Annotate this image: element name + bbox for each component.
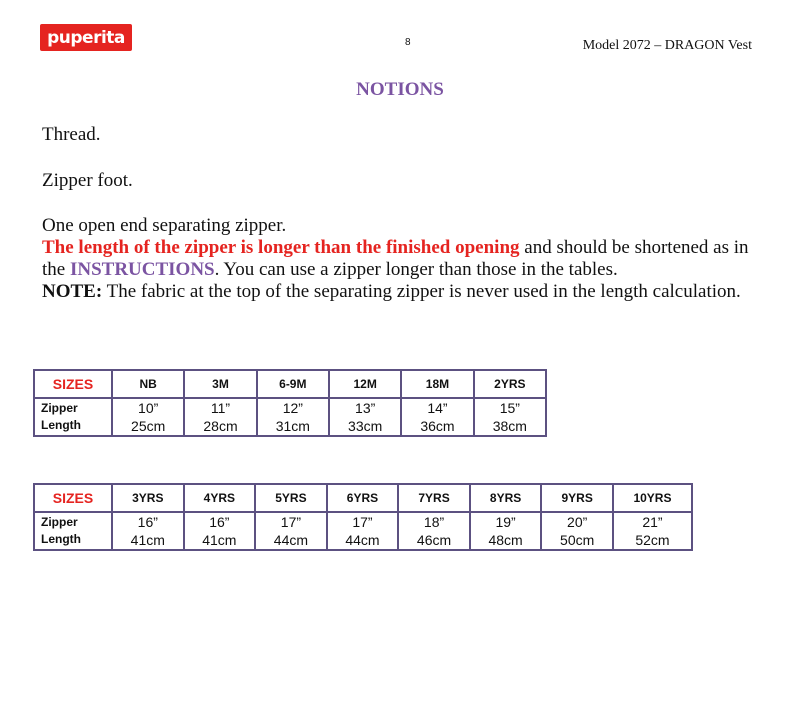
instructions-reference: INSTRUCTIONS — [69, 259, 215, 280]
length-cell: 17” 44cm — [327, 512, 399, 550]
size-cell: 6YRS — [327, 484, 399, 512]
note-label: NOTE: — [42, 281, 103, 302]
size-cell: 7YRS — [398, 484, 470, 512]
sizes-label: SIZES — [34, 370, 112, 398]
size-cell: 18M — [401, 370, 473, 398]
model-title: Model 2072 – DRAGON Vest — [582, 38, 752, 53]
zipper-length-warning: The length of the zipper is longer than the finished opening — [42, 237, 520, 258]
zipper-shorten-text: and should be shortened as in the — [42, 237, 749, 280]
size-cell: 5YRS — [255, 484, 327, 512]
length-cell: 16” 41cm — [184, 512, 256, 550]
brand-logo — [40, 24, 132, 51]
table-row — [34, 398, 546, 436]
length-cell: 14” 36cm — [401, 398, 473, 436]
length-cell: 15” 38cm — [474, 398, 546, 436]
length-cell: 12” 31cm — [257, 398, 329, 436]
zipper-length-label: Zipper Length — [34, 398, 112, 436]
zipper-intro: One open end separating zipper. — [42, 215, 287, 236]
notion-thread: Thread. — [42, 124, 101, 145]
size-cell: 3YRS — [112, 484, 184, 512]
size-cell: 2YRS — [474, 370, 546, 398]
length-cell: 21” 52cm — [613, 512, 692, 550]
sizes-label: SIZES — [34, 484, 112, 512]
length-cell: 10” 25cm — [112, 398, 184, 436]
length-cell: 17” 44cm — [255, 512, 327, 550]
length-cell: 11” 28cm — [184, 398, 256, 436]
zipper-length-table-2 — [33, 483, 693, 551]
note-text: The fabric at the top of the separating zipper is never used in the length calculation. — [102, 281, 741, 302]
size-cell: 10YRS — [613, 484, 692, 512]
zipper-length-label: Zipper Length — [34, 512, 112, 550]
length-cell: 19” 48cm — [470, 512, 542, 550]
length-cell: 18” 46cm — [398, 512, 470, 550]
table-row — [34, 512, 692, 550]
size-cell: NB — [112, 370, 184, 398]
size-cell: 4YRS — [184, 484, 256, 512]
page-number: 8 — [405, 37, 411, 48]
table-header-row — [34, 484, 692, 512]
zipper-length-table-1 — [33, 369, 547, 437]
size-cell: 6-9M — [257, 370, 329, 398]
size-cell: 3M — [184, 370, 256, 398]
table-header-row — [34, 370, 546, 398]
size-cell: 9YRS — [541, 484, 613, 512]
notion-zipper-paragraph — [42, 215, 762, 303]
length-cell: 13” 33cm — [329, 398, 401, 436]
logo-text: puperita — [47, 27, 125, 48]
size-cell: 8YRS — [470, 484, 542, 512]
notion-zipper-foot: Zipper foot. — [42, 170, 133, 191]
section-title: NOTIONS — [356, 79, 444, 100]
length-cell: 20” 50cm — [541, 512, 613, 550]
size-cell: 12M — [329, 370, 401, 398]
zipper-longer-text: . You can use a zipper longer than those in the tables. — [214, 259, 618, 280]
length-cell: 16” 41cm — [112, 512, 184, 550]
